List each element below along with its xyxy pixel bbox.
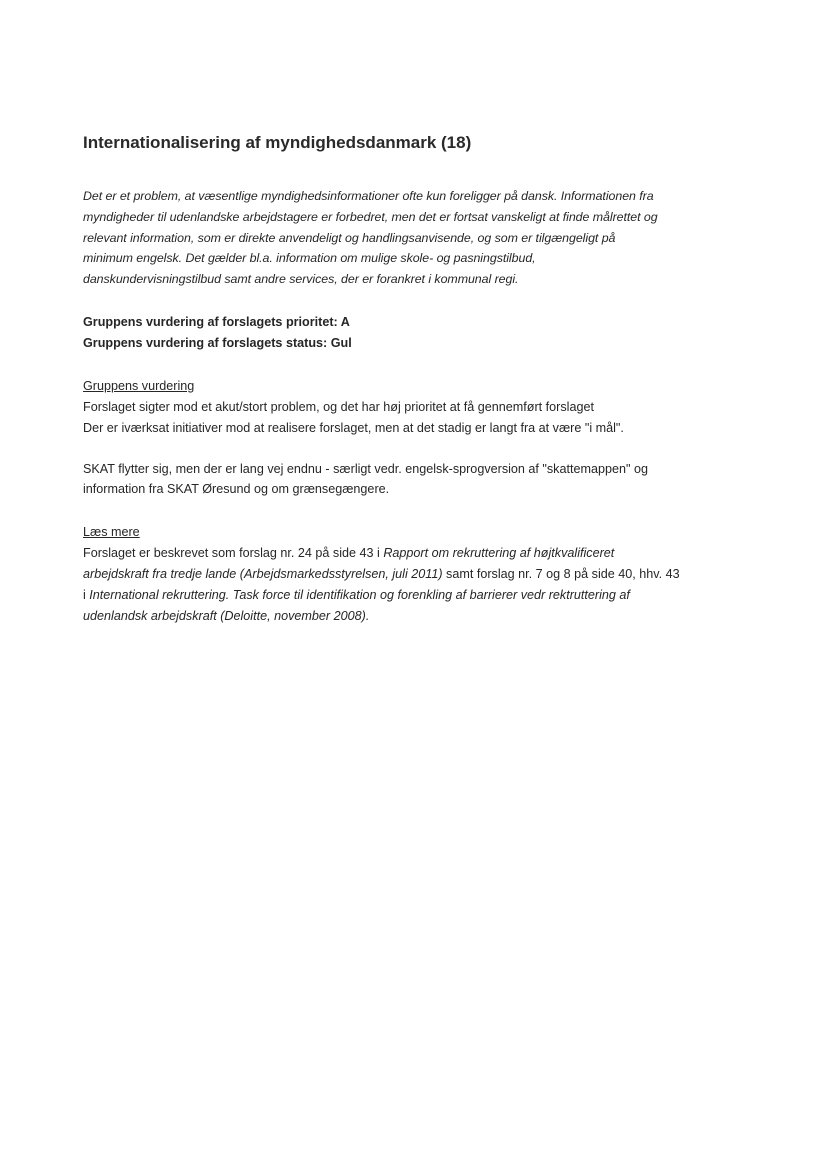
read-more-paragraph bbox=[83, 543, 733, 626]
intro-line: danskundervisningstilbud samt andre services, der er forankret i kommunal regi. bbox=[83, 272, 519, 287]
read-more-line bbox=[83, 564, 733, 585]
intro-line: relevant information, som er direkte anvendeligt og handlingsanvisende, og som er tilgængeligt på bbox=[83, 230, 616, 245]
read-more-heading: Læs mere bbox=[83, 525, 140, 540]
assessment-line: Forslaget sigter mod et akut/stort problem, og det har høj prioritet at få gennemført forslaget bbox=[83, 399, 594, 414]
intro-line: Det er et problem, at væsentlige myndighedsinformationer ofte kun foreligger på dansk. Informationen fra bbox=[83, 189, 654, 203]
read-more-line bbox=[83, 606, 733, 627]
assessment-heading: Gruppens vurdering bbox=[83, 378, 195, 393]
skat-line: information fra SKAT Øresund og om grænsegængere. bbox=[83, 482, 390, 497]
assessment-section bbox=[83, 376, 733, 439]
intro-paragraph bbox=[83, 186, 733, 290]
assessment-line: Der er iværksat initiativer mod at realisere forslaget, men at det stadig er langt fra at være "i mål". bbox=[83, 420, 624, 435]
skat-paragraph bbox=[83, 459, 733, 501]
read-more-line bbox=[83, 585, 733, 606]
read-more-text: samt forslag nr. 7 og 8 på side 40, hhv. 43 bbox=[442, 566, 680, 581]
skat-section bbox=[83, 459, 733, 501]
read-more-section bbox=[83, 522, 733, 626]
priority-rating: Gruppens vurdering af forslagets prioritet: A bbox=[83, 314, 350, 329]
report-title-link: arbejdskraft fra tredje lande (Arbejdsmarkedsstyrelsen, juli 2011) bbox=[83, 566, 443, 581]
document-title: Internationalisering af myndighedsdanmark (18) bbox=[83, 133, 472, 152]
ratings-block bbox=[83, 312, 733, 354]
skat-line: SKAT flytter sig, men der er lang vej endnu - særligt vedr. engelsk-sprogversion af "skattemappen" og bbox=[83, 461, 648, 476]
document-page bbox=[83, 131, 733, 626]
report-title-link: Rapport om rekruttering af højtkvalificeret bbox=[383, 546, 615, 561]
read-more-text: Forslaget er beskrevet som forslag nr. 24 på side 43 i bbox=[83, 546, 384, 561]
assessment-paragraph bbox=[83, 397, 733, 439]
report-title-link: International rekruttering. Task force til identifikation og forenkling af barrierer vedr rektruttering af bbox=[89, 587, 630, 602]
report-title-link: udenlandsk arbejdskraft (Deloitte, november 2008). bbox=[83, 608, 370, 623]
intro-line: minimum engelsk. Det gælder bl.a. information om mulige skole- og pasningstilbud, bbox=[83, 251, 536, 266]
status-rating: Gruppens vurdering af forslagets status: Gul bbox=[83, 335, 352, 350]
read-more-text: i bbox=[83, 587, 90, 602]
read-more-line bbox=[83, 543, 733, 564]
intro-line: myndigheder til udenlandske arbejdstagere er forbedret, men det er fortsat vanskeligt at finde målrettet og bbox=[83, 209, 658, 224]
